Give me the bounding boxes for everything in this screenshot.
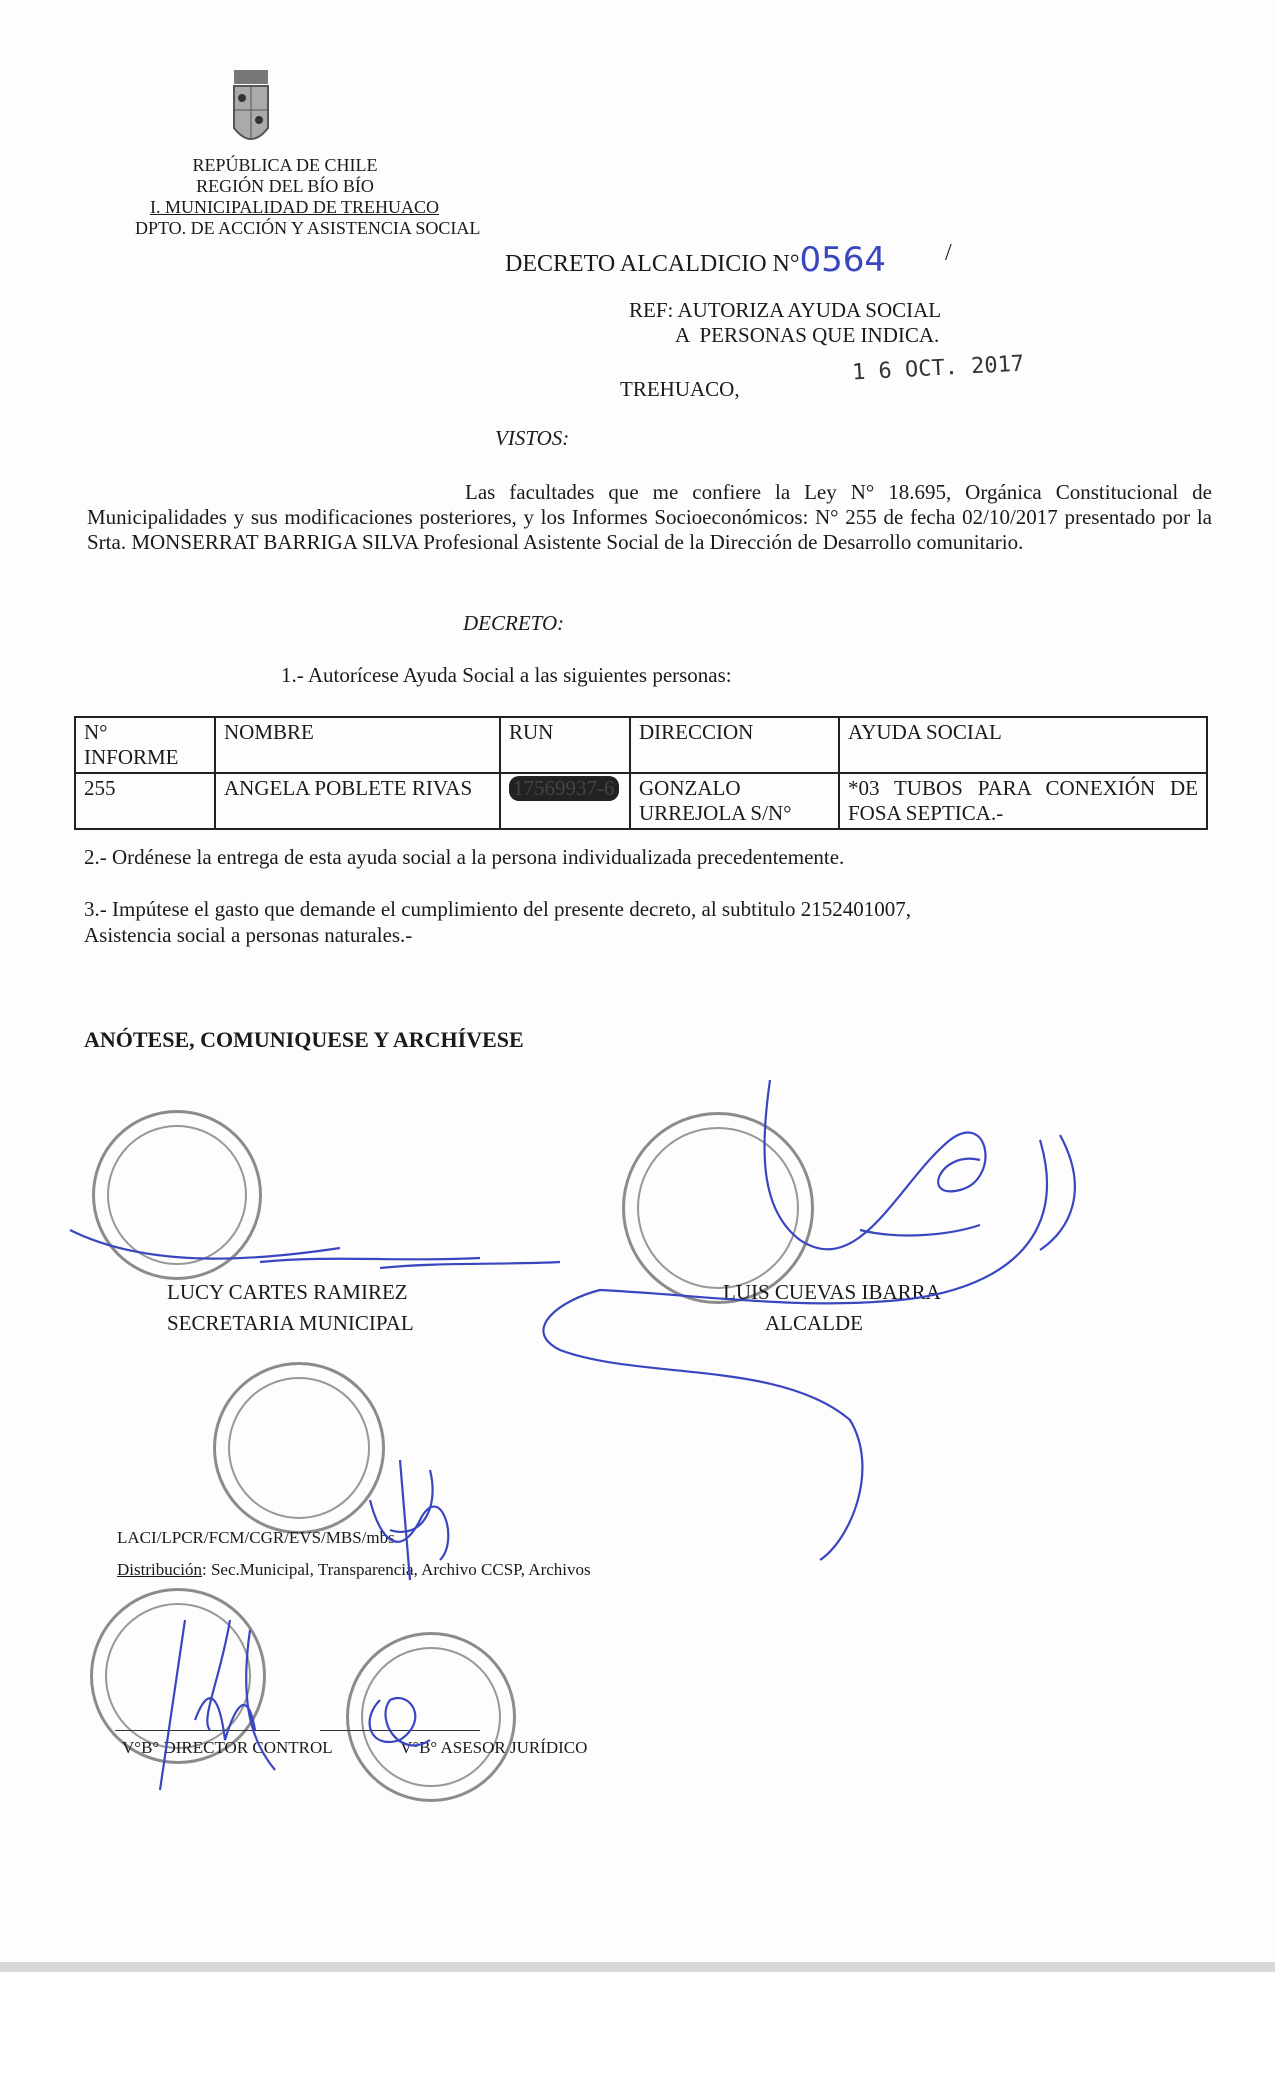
signer-left-title: SECRETARIA MUNICIPAL [167,1311,414,1335]
place-label: TREHUACO, [620,377,740,401]
signer-left-name: LUCY CARTES RAMIREZ [167,1280,408,1304]
decreto-item-2: 2.- Ordénese la entrega de esta ayuda social a la persona individualizada precedentemente. [84,845,845,869]
header-republica: REPÚBLICA DE CHILE [192,155,378,175]
run-redacted: 17569937-6 [509,776,619,801]
distribution-text: : Sec.Municipal, Transparencia, Archivo CCSP, Archivos [202,1560,591,1579]
vb-asesor-juridico: V°B° ASESOR JURÍDICO [400,1738,588,1757]
signature-dideco [370,1460,448,1580]
initials-line: LACI/LPCR/FCM/CGR/EVS/MBS/mbs [117,1528,395,1547]
col-header-run: RUN [500,717,630,773]
col-header-direccion: DIRECCION [630,717,839,773]
vb-director-control: V°B° DIRECTOR CONTROL [122,1738,333,1757]
cell-direccion: GONZALO URREJOLA S/N° [630,773,839,829]
col-header-ayuda: AYUDA SOCIAL [839,717,1207,773]
decreto-heading: DECRETO: [463,611,565,635]
cell-nombre: ANGELA POBLETE RIVAS [215,773,500,829]
decree-slash: / [945,240,952,266]
decreto-item-1: 1.- Autorícese Ayuda Social a las siguientes personas: [281,663,732,687]
decreto-item-3-line-1: 3.- Impútese el gasto que demande el cumplimiento del presente decreto, al subtitulo 2152401007, [84,897,911,921]
decreto-item-3-line-2: Asistencia social a personas naturales.- [84,923,413,947]
header-departamento: DPTO. DE ACCIÓN Y ASISTENCIA SOCIAL [135,218,481,238]
col-header-informe: N° INFORME [75,717,215,773]
ref-line-1: REF: AUTORIZA AYUDA SOCIAL [629,298,942,322]
decree-title-text: DECRETO ALCALDICIO N° [505,251,800,277]
distribution-label: Distribución [117,1560,202,1579]
signature-control [160,1620,275,1790]
ref-line-2: A PERSONAS QUE INDICA. [675,323,940,347]
signature-secretaria [70,1230,560,1268]
header-region: REGIÓN DEL BÍO BÍO [196,176,374,196]
closing-formula: ANÓTESE, COMUNIQUESE Y ARCHÍVESE [84,1027,524,1052]
cell-informe: 255 [75,773,215,829]
signer-right-name: LUIS CUEVAS IBARRA [723,1280,941,1304]
decree-number-handwritten: 0564 [799,240,887,280]
signature-juridico [370,1698,430,1745]
header-municipalidad: I. MUNICIPALIDAD DE TREHUACO [150,197,440,217]
signer-right-title: ALCALDE [765,1311,863,1335]
date-stamp: 1 6 OCT. 2017 [851,351,1025,386]
vistos-heading: VISTOS: [495,426,570,450]
col-header-nombre: NOMBRE [215,717,500,773]
signature-alcalde [543,1080,1074,1560]
cell-ayuda: *03 TUBOS PARA CONEXIÓN DE FOSA SEPTICA.- [839,773,1207,829]
vistos-paragraph: Las facultades que me confiere la Ley N° 18.695, Orgánica Constitucional de Municipalidades y sus modificaciones posteriores, y los Informes Socioeconómicos: N° 255 de fecha 02/10/2017 presentado por la Srta. MONSERRAT BARRIGA SILVA Profesional Asistente Social de la Dirección de Desarrollo comunitario. [87,480,1212,554]
